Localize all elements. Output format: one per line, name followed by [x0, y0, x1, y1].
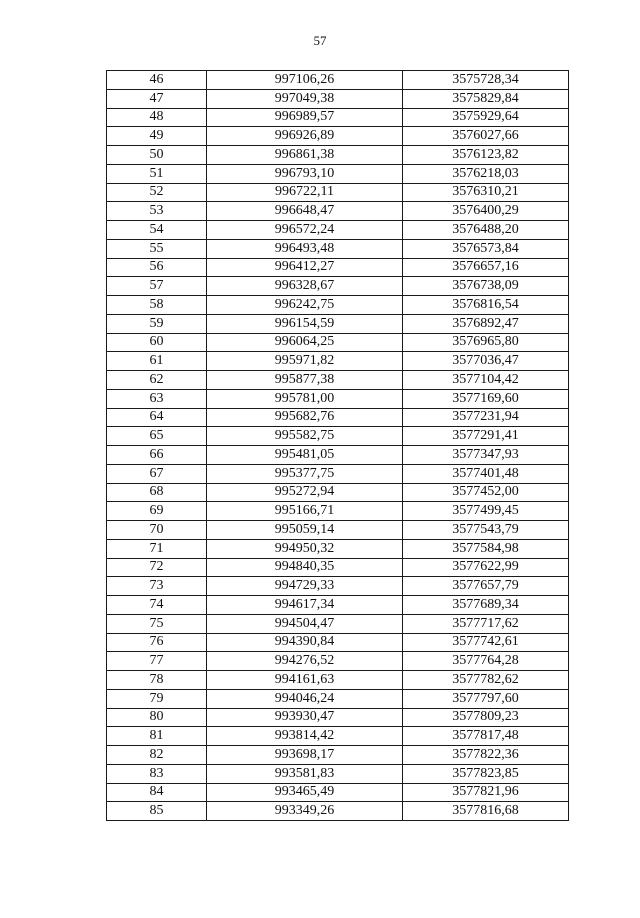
y-coordinate-cell: 3577817,48 [403, 727, 569, 746]
point-number-cell: 66 [107, 446, 207, 465]
coordinates-table-body [107, 71, 569, 821]
coordinates-table [106, 70, 569, 821]
table-row [107, 764, 569, 783]
y-coordinate-cell: 3577689,34 [403, 596, 569, 615]
x-coordinate-cell: 993814,42 [207, 727, 403, 746]
y-coordinate-cell: 3577809,23 [403, 708, 569, 727]
point-number-cell: 75 [107, 614, 207, 633]
point-number-cell: 58 [107, 296, 207, 315]
x-coordinate-cell: 996861,38 [207, 146, 403, 165]
y-coordinate-cell: 3577822,36 [403, 746, 569, 765]
x-coordinate-cell: 994617,34 [207, 596, 403, 615]
x-coordinate-cell: 995971,82 [207, 352, 403, 371]
table-row [107, 146, 569, 165]
y-coordinate-cell: 3577821,96 [403, 783, 569, 802]
y-coordinate-cell: 3577104,42 [403, 371, 569, 390]
table-row [107, 127, 569, 146]
x-coordinate-cell: 994390,84 [207, 633, 403, 652]
point-number-cell: 48 [107, 108, 207, 127]
point-number-cell: 85 [107, 802, 207, 821]
point-number-cell: 82 [107, 746, 207, 765]
table-row [107, 727, 569, 746]
x-coordinate-cell: 993930,47 [207, 708, 403, 727]
x-coordinate-cell: 996926,89 [207, 127, 403, 146]
point-number-cell: 76 [107, 633, 207, 652]
x-coordinate-cell: 993465,49 [207, 783, 403, 802]
y-coordinate-cell: 3576488,20 [403, 221, 569, 240]
y-coordinate-cell: 3577797,60 [403, 689, 569, 708]
point-number-cell: 68 [107, 483, 207, 502]
x-coordinate-cell: 997049,38 [207, 89, 403, 108]
x-coordinate-cell: 994840,35 [207, 558, 403, 577]
table-row [107, 221, 569, 240]
table-row [107, 671, 569, 690]
x-coordinate-cell: 995682,76 [207, 408, 403, 427]
x-coordinate-cell: 994729,33 [207, 577, 403, 596]
y-coordinate-cell: 3575829,84 [403, 89, 569, 108]
y-coordinate-cell: 3577823,85 [403, 764, 569, 783]
y-coordinate-cell: 3577169,60 [403, 389, 569, 408]
x-coordinate-cell: 996572,24 [207, 221, 403, 240]
y-coordinate-cell: 3577584,98 [403, 539, 569, 558]
table-row [107, 464, 569, 483]
x-coordinate-cell: 995781,00 [207, 389, 403, 408]
point-number-cell: 54 [107, 221, 207, 240]
table-row [107, 333, 569, 352]
y-coordinate-cell: 3577036,47 [403, 352, 569, 371]
y-coordinate-cell: 3577782,62 [403, 671, 569, 690]
table-row [107, 164, 569, 183]
point-number-cell: 51 [107, 164, 207, 183]
point-number-cell: 65 [107, 427, 207, 446]
point-number-cell: 71 [107, 539, 207, 558]
point-number-cell: 67 [107, 464, 207, 483]
x-coordinate-cell: 996493,48 [207, 239, 403, 258]
point-number-cell: 84 [107, 783, 207, 802]
page-number: 57 [313, 33, 327, 48]
y-coordinate-cell: 3576123,82 [403, 146, 569, 165]
y-coordinate-cell: 3576657,16 [403, 258, 569, 277]
x-coordinate-cell: 995166,71 [207, 502, 403, 521]
table-row [107, 314, 569, 333]
table-row [107, 802, 569, 821]
table-row [107, 296, 569, 315]
x-coordinate-cell: 994161,63 [207, 671, 403, 690]
table-row [107, 277, 569, 296]
table-row [107, 483, 569, 502]
point-number-cell: 77 [107, 652, 207, 671]
x-coordinate-cell: 995059,14 [207, 521, 403, 540]
table-row [107, 539, 569, 558]
x-coordinate-cell: 994046,24 [207, 689, 403, 708]
x-coordinate-cell: 996722,11 [207, 183, 403, 202]
point-number-cell: 63 [107, 389, 207, 408]
table-row [107, 408, 569, 427]
y-coordinate-cell: 3576400,29 [403, 202, 569, 221]
point-number-cell: 49 [107, 127, 207, 146]
point-number-cell: 64 [107, 408, 207, 427]
point-number-cell: 61 [107, 352, 207, 371]
y-coordinate-cell: 3576738,09 [403, 277, 569, 296]
x-coordinate-cell: 996793,10 [207, 164, 403, 183]
y-coordinate-cell: 3577657,79 [403, 577, 569, 596]
y-coordinate-cell: 3576310,21 [403, 183, 569, 202]
point-number-cell: 50 [107, 146, 207, 165]
point-number-cell: 60 [107, 333, 207, 352]
point-number-cell: 47 [107, 89, 207, 108]
x-coordinate-cell: 996412,27 [207, 258, 403, 277]
x-coordinate-cell: 996154,59 [207, 314, 403, 333]
point-number-cell: 72 [107, 558, 207, 577]
x-coordinate-cell: 993349,26 [207, 802, 403, 821]
point-number-cell: 57 [107, 277, 207, 296]
table-row [107, 689, 569, 708]
point-number-cell: 52 [107, 183, 207, 202]
x-coordinate-cell: 995877,38 [207, 371, 403, 390]
point-number-cell: 70 [107, 521, 207, 540]
table-row [107, 89, 569, 108]
x-coordinate-cell: 994276,52 [207, 652, 403, 671]
y-coordinate-cell: 3577764,28 [403, 652, 569, 671]
table-row [107, 202, 569, 221]
y-coordinate-cell: 3577622,99 [403, 558, 569, 577]
y-coordinate-cell: 3577717,62 [403, 614, 569, 633]
point-number-cell: 81 [107, 727, 207, 746]
point-number-cell: 80 [107, 708, 207, 727]
x-coordinate-cell: 994504,47 [207, 614, 403, 633]
table-row [107, 427, 569, 446]
point-number-cell: 56 [107, 258, 207, 277]
x-coordinate-cell: 996064,25 [207, 333, 403, 352]
table-row [107, 108, 569, 127]
y-coordinate-cell: 3577347,93 [403, 446, 569, 465]
point-number-cell: 53 [107, 202, 207, 221]
point-number-cell: 62 [107, 371, 207, 390]
y-coordinate-cell: 3576218,03 [403, 164, 569, 183]
y-coordinate-cell: 3576027,66 [403, 127, 569, 146]
point-number-cell: 69 [107, 502, 207, 521]
table-row [107, 746, 569, 765]
x-coordinate-cell: 996328,67 [207, 277, 403, 296]
x-coordinate-cell: 996242,75 [207, 296, 403, 315]
x-coordinate-cell: 995481,05 [207, 446, 403, 465]
table-row [107, 633, 569, 652]
y-coordinate-cell: 3577231,94 [403, 408, 569, 427]
x-coordinate-cell: 993698,17 [207, 746, 403, 765]
y-coordinate-cell: 3576892,47 [403, 314, 569, 333]
y-coordinate-cell: 3577499,45 [403, 502, 569, 521]
point-number-cell: 55 [107, 239, 207, 258]
point-number-cell: 83 [107, 764, 207, 783]
x-coordinate-cell: 995377,75 [207, 464, 403, 483]
y-coordinate-cell: 3577742,61 [403, 633, 569, 652]
table-row [107, 258, 569, 277]
y-coordinate-cell: 3576816,54 [403, 296, 569, 315]
point-number-cell: 73 [107, 577, 207, 596]
x-coordinate-cell: 996989,57 [207, 108, 403, 127]
x-coordinate-cell: 994950,32 [207, 539, 403, 558]
table-row [107, 521, 569, 540]
table-row [107, 652, 569, 671]
y-coordinate-cell: 3576965,80 [403, 333, 569, 352]
point-number-cell: 46 [107, 71, 207, 90]
y-coordinate-cell: 3577452,00 [403, 483, 569, 502]
table-row [107, 183, 569, 202]
y-coordinate-cell: 3576573,84 [403, 239, 569, 258]
table-row [107, 708, 569, 727]
table-row [107, 577, 569, 596]
x-coordinate-cell: 997106,26 [207, 71, 403, 90]
table-row [107, 71, 569, 90]
table-row [107, 389, 569, 408]
table-row [107, 446, 569, 465]
y-coordinate-cell: 3577816,68 [403, 802, 569, 821]
x-coordinate-cell: 993581,83 [207, 764, 403, 783]
y-coordinate-cell: 3575929,64 [403, 108, 569, 127]
y-coordinate-cell: 3577401,48 [403, 464, 569, 483]
table-row [107, 239, 569, 258]
y-coordinate-cell: 3577543,79 [403, 521, 569, 540]
table-row [107, 614, 569, 633]
table-row [107, 558, 569, 577]
x-coordinate-cell: 996648,47 [207, 202, 403, 221]
point-number-cell: 79 [107, 689, 207, 708]
point-number-cell: 74 [107, 596, 207, 615]
point-number-cell: 59 [107, 314, 207, 333]
y-coordinate-cell: 3577291,41 [403, 427, 569, 446]
table-row [107, 371, 569, 390]
x-coordinate-cell: 995272,94 [207, 483, 403, 502]
table-row [107, 352, 569, 371]
table-row [107, 783, 569, 802]
point-number-cell: 78 [107, 671, 207, 690]
table-row [107, 502, 569, 521]
table-row [107, 596, 569, 615]
x-coordinate-cell: 995582,75 [207, 427, 403, 446]
y-coordinate-cell: 3575728,34 [403, 71, 569, 90]
